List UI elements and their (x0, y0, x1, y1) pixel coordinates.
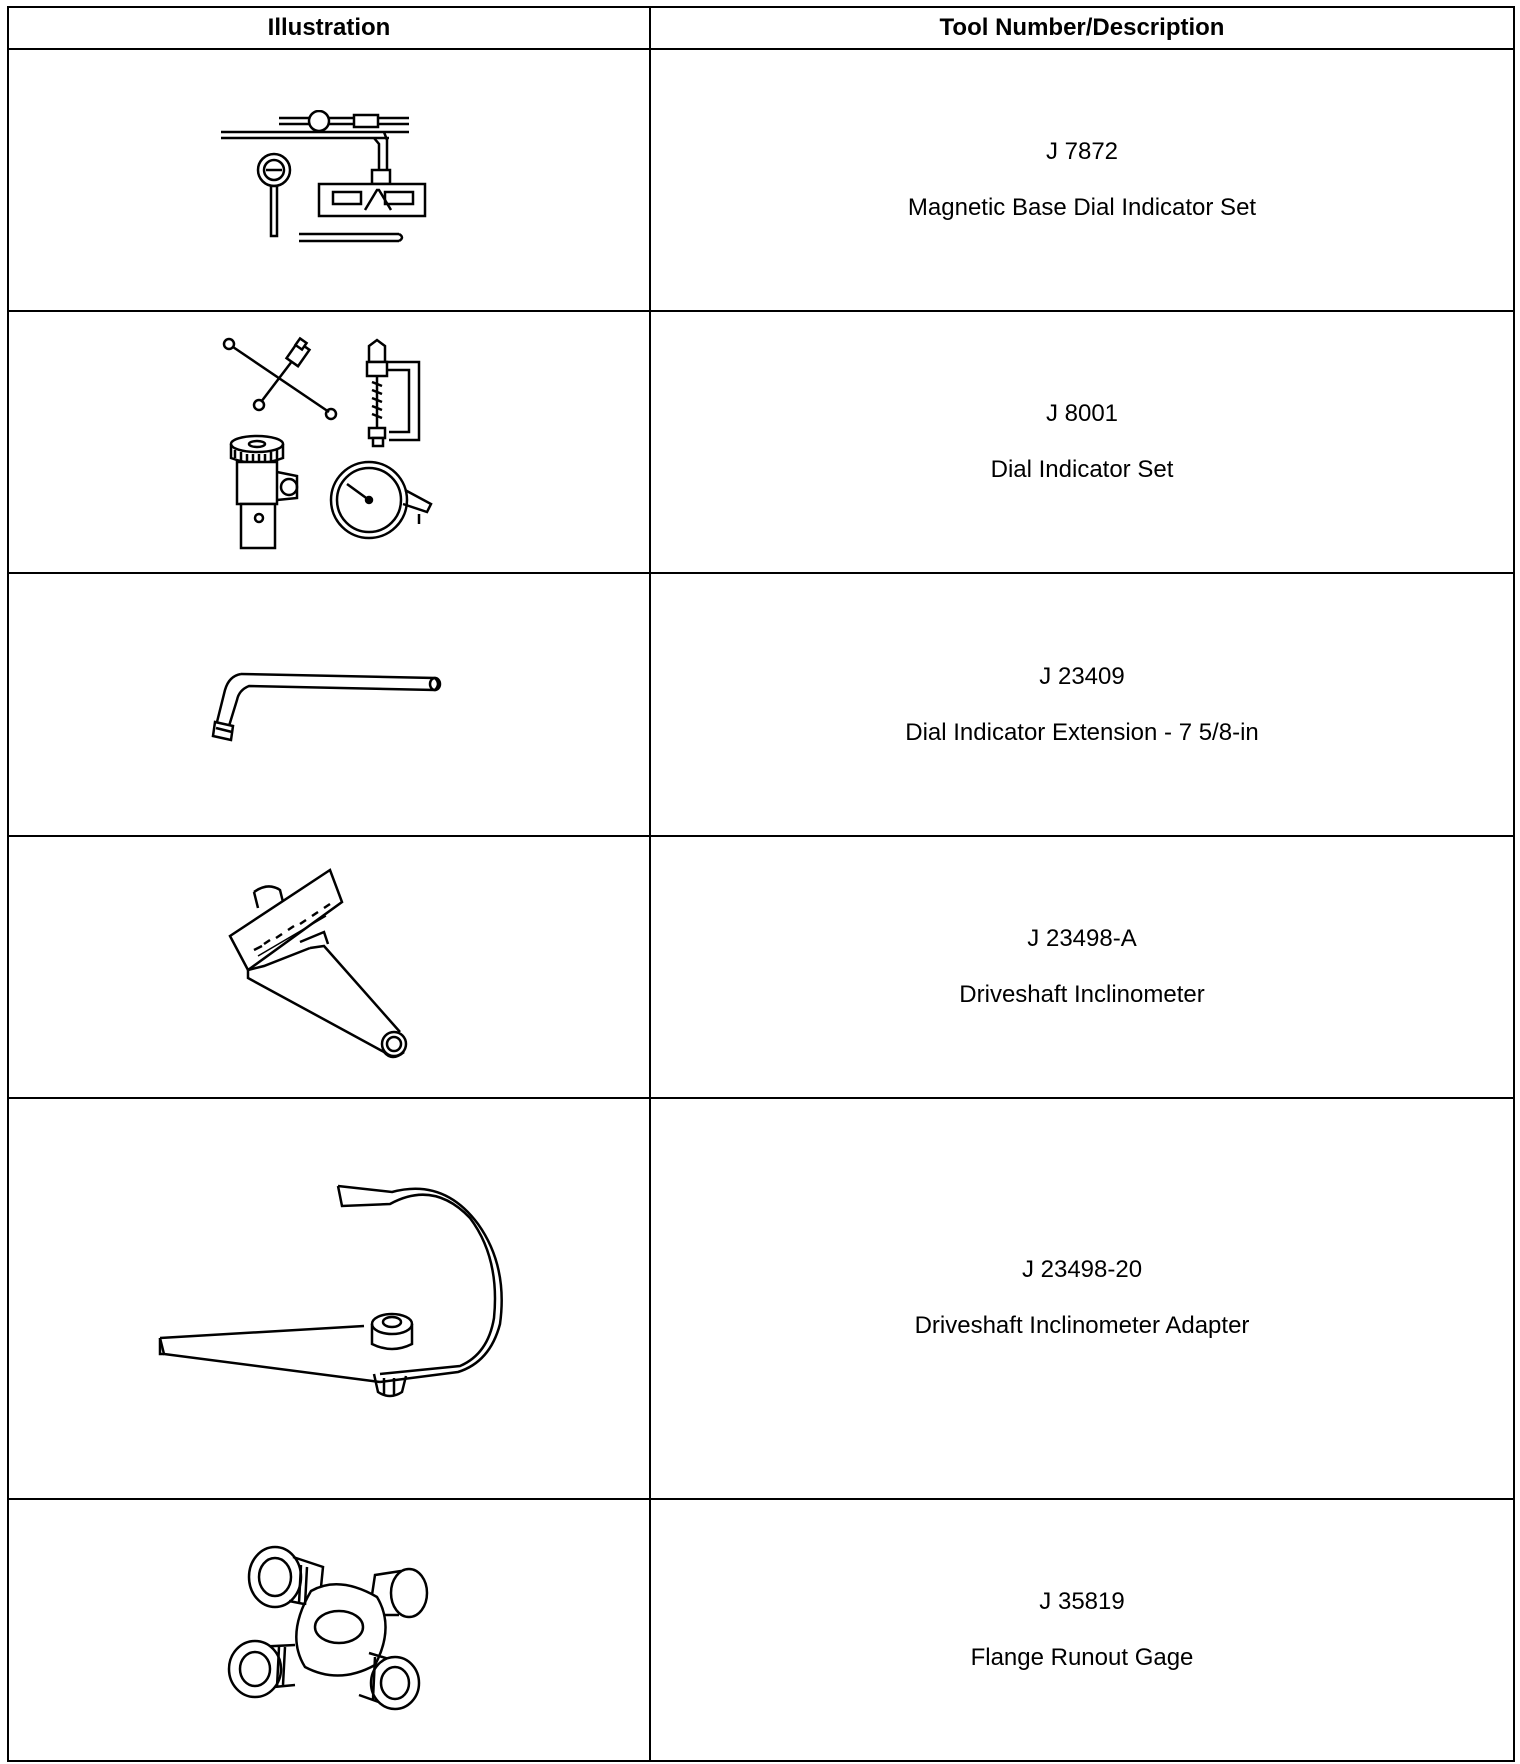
table-row (8, 836, 1514, 1098)
tool-number: J 23409 (1039, 662, 1125, 690)
flange-runout-gage-icon (219, 1535, 439, 1725)
illustration-column-header: Illustration (8, 7, 650, 49)
tool-description-cell (650, 49, 1514, 311)
tool-description-column-header: Tool Number/Description (650, 7, 1514, 49)
table-row (8, 311, 1514, 573)
special-tools-table (7, 6, 1515, 1762)
illustration-cell (8, 573, 650, 835)
illustration-cell (8, 1098, 650, 1499)
tool-description-cell (650, 836, 1514, 1098)
tool-number: J 7872 (1045, 138, 1119, 166)
tool-description: Driveshaft Inclinometer (959, 980, 1205, 1008)
tool-number: J 35819 (1039, 1587, 1125, 1615)
table-row (8, 1098, 1514, 1499)
tool-description: Dial Indicator Set (990, 456, 1174, 484)
driveshaft-inclinometer-adapter-icon (144, 1178, 514, 1418)
magnetic-base-dial-indicator-set-icon (219, 110, 439, 250)
tool-description-cell (650, 1499, 1514, 1761)
table-header-row (8, 7, 1514, 49)
table-row (8, 573, 1514, 835)
illustration-cell (8, 311, 650, 573)
tool-number: J 8001 (1045, 400, 1119, 428)
dial-indicator-set-icon (219, 332, 439, 552)
tool-description: Flange Runout Gage (970, 1643, 1194, 1671)
table-row (8, 49, 1514, 311)
tool-description: Magnetic Base Dial Indicator Set (907, 194, 1257, 222)
tool-description: Dial Indicator Extension - 7 5/8-in (905, 718, 1259, 746)
tool-number: J 23498-20 (1021, 1256, 1143, 1284)
tool-description-cell (650, 311, 1514, 573)
tool-description-cell (650, 573, 1514, 835)
illustration-cell (8, 836, 650, 1098)
illustration-cell (8, 49, 650, 311)
dial-indicator-extension-icon (209, 660, 449, 750)
tool-number: J 23498-A (1027, 924, 1137, 952)
driveshaft-inclinometer-icon (224, 862, 434, 1072)
illustration-cell (8, 1499, 650, 1761)
tool-description: Driveshaft Inclinometer Adapter (914, 1312, 1250, 1340)
tool-description-cell (650, 1098, 1514, 1499)
table-row (8, 1499, 1514, 1761)
